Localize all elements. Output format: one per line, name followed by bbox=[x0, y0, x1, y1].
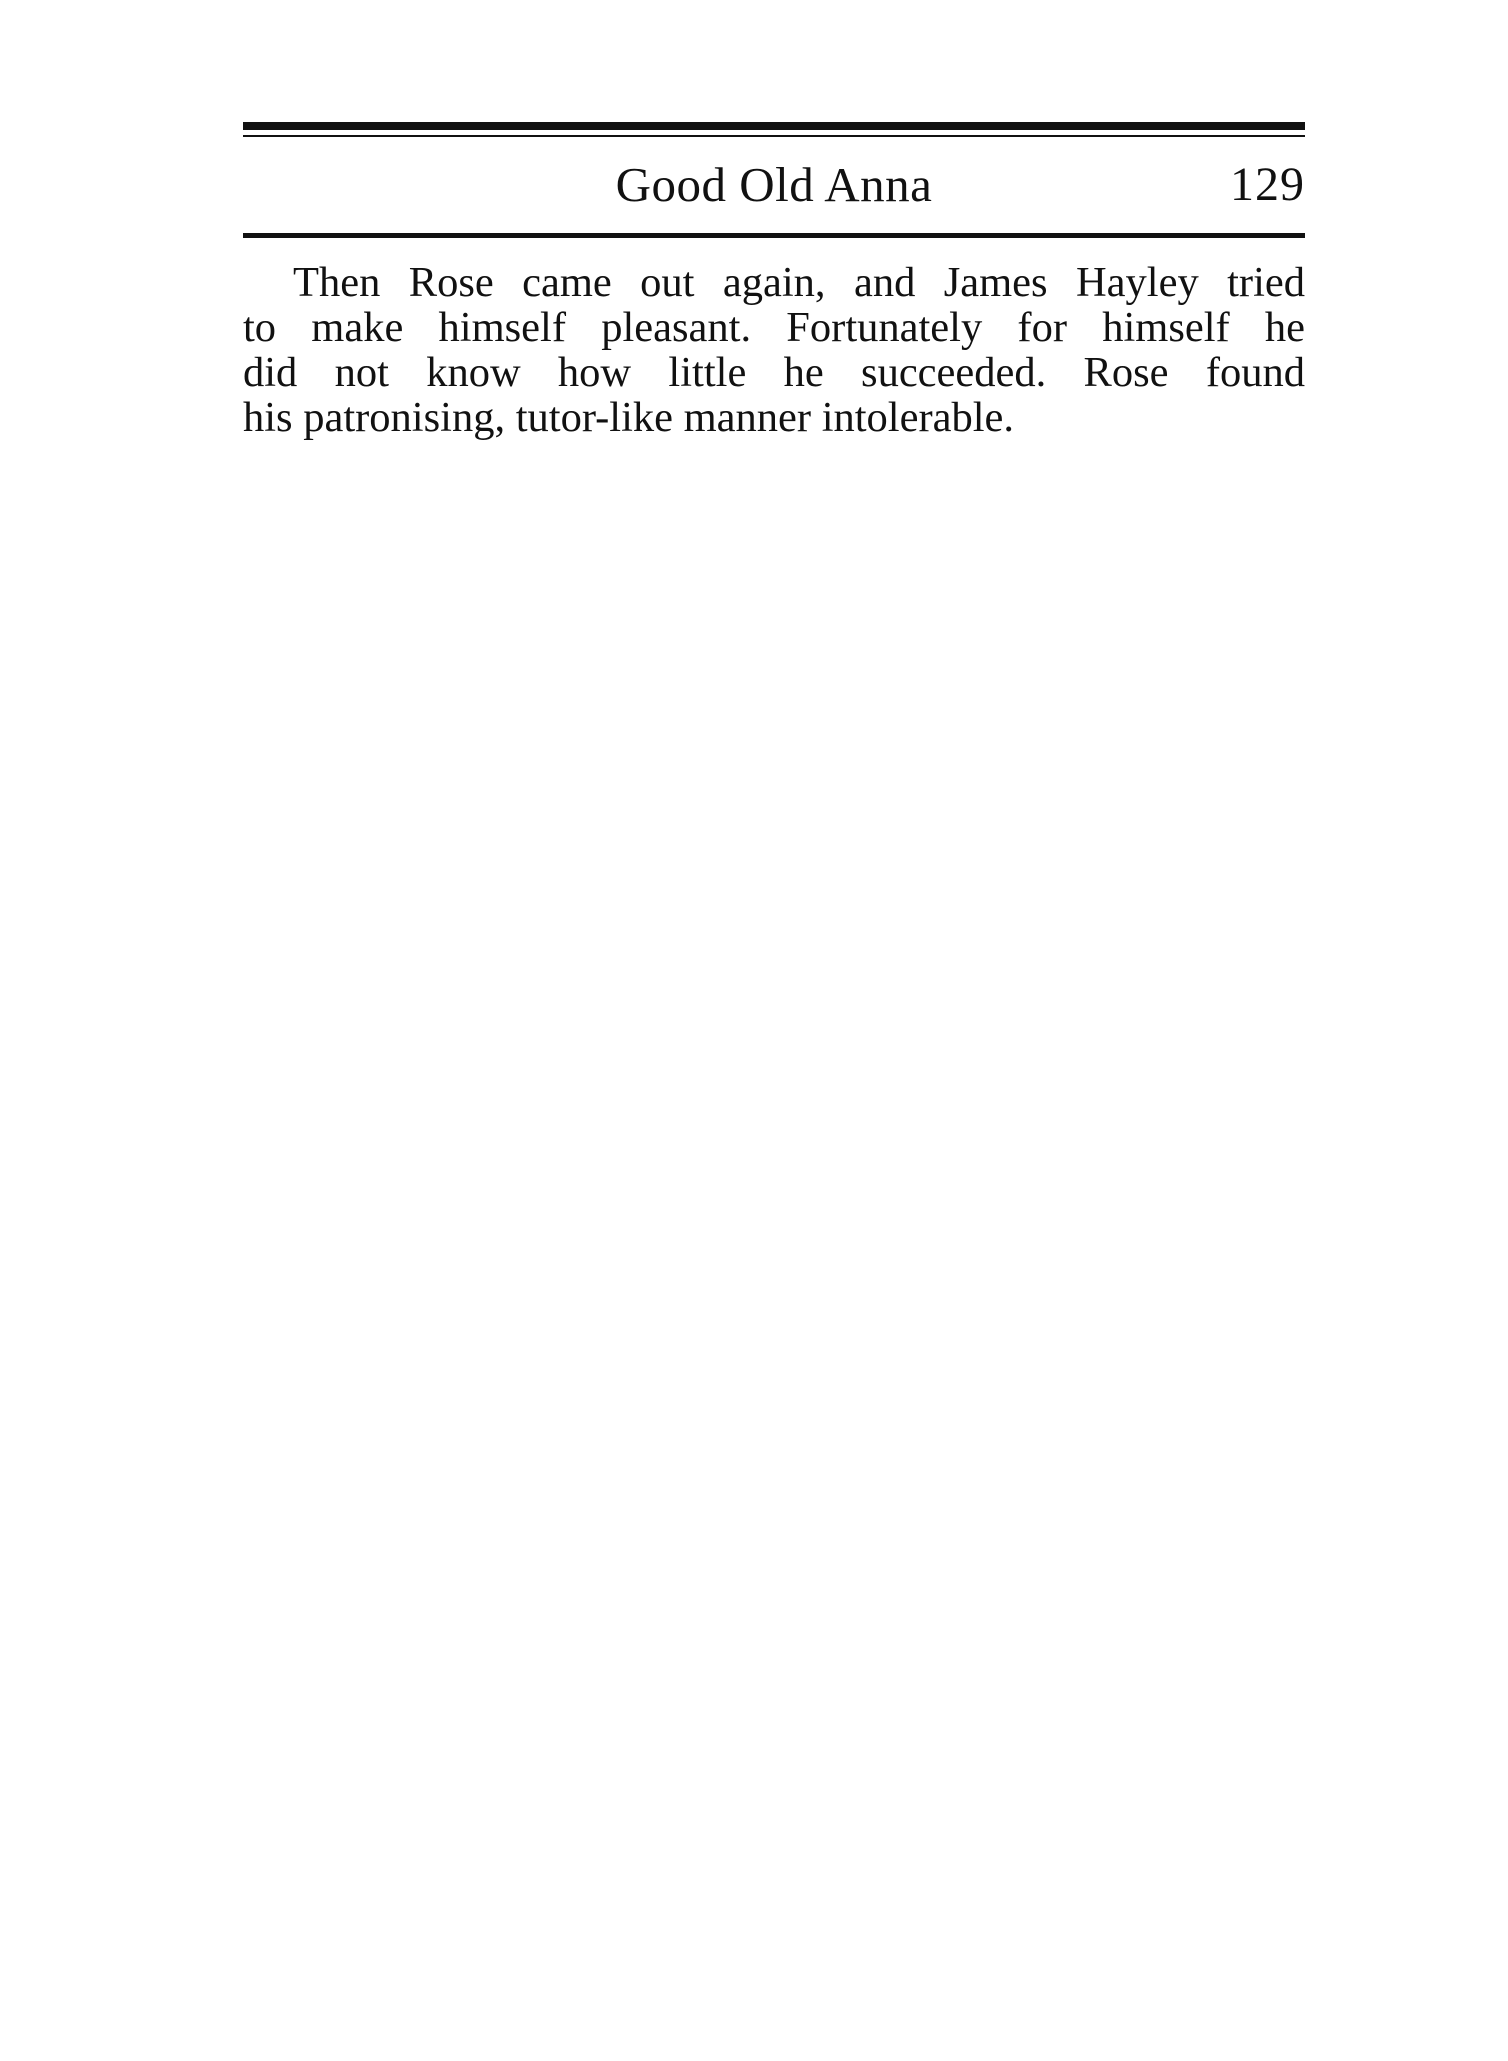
header-rule-thin bbox=[243, 135, 1305, 137]
body-paragraph bbox=[243, 260, 1305, 440]
text-line: his patronising, tutor-like manner intolerable. bbox=[243, 394, 1015, 441]
text-line: did not know how little he succeeded. Rose found bbox=[243, 349, 1305, 396]
header-rule-thick bbox=[243, 122, 1305, 130]
text-line: to make himself pleasant. Fortunately for himself he bbox=[243, 304, 1305, 351]
text-line: Then Rose came out again, and James Hayley tried bbox=[293, 259, 1305, 306]
header-rule-bottom bbox=[243, 233, 1305, 238]
page-number: 129 bbox=[1230, 158, 1305, 211]
running-head bbox=[243, 150, 1305, 220]
running-title: Good Old Anna bbox=[615, 157, 933, 212]
